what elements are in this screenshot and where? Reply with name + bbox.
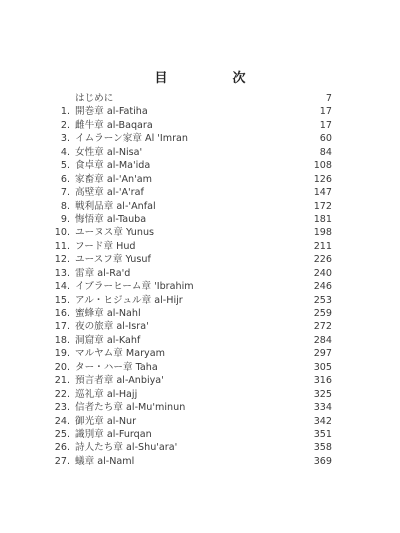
toc-entry-label: 蜜蜂章 al-Nahl [75, 308, 141, 319]
toc-entry [48, 253, 332, 266]
toc-entry-label: 雌牛章 al-Baqara [75, 119, 153, 131]
toc-entry [48, 320, 332, 333]
toc-entry-page: 246 [313, 281, 332, 293]
page-title: 目 次 [154, 71, 272, 86]
toc-entry-number: 20. [54, 361, 70, 373]
toc-entry-page: 334 [313, 402, 332, 414]
toc-entry [48, 119, 332, 132]
toc-entry [48, 455, 332, 468]
toc-entry [48, 374, 332, 387]
toc-entry [48, 132, 332, 145]
toc-entry [48, 280, 332, 293]
toc-entry-number: 9. [60, 213, 70, 225]
toc-entry-label: 預言者章 al-Anbiya' [75, 375, 164, 387]
toc-entry [48, 200, 332, 213]
toc-entry-number: 16. [54, 308, 70, 319]
toc-entry-page: 226 [313, 254, 332, 266]
toc-entry-page: 60 [319, 133, 332, 145]
toc-entry-page: 126 [313, 173, 332, 185]
toc-entry-page: 17 [319, 106, 332, 118]
toc-entry-page: 172 [313, 200, 332, 212]
toc-entry-label: 高壁章 al-'A'raf [75, 187, 144, 199]
toc-entry-page: 259 [313, 308, 332, 319]
toc-entry-label: 巡礼章 al-Hajj [75, 388, 138, 400]
toc-entry-label: イムラーン家章 Al 'Imran [75, 133, 189, 145]
toc-entry [48, 428, 332, 441]
toc-entry-label: 蟻章 al-Naml [75, 455, 135, 467]
toc-entry-page: 342 [313, 415, 332, 427]
toc-entry-number: 24. [54, 415, 70, 427]
toc-entry [48, 159, 332, 172]
toc-entry-number: 1. [60, 106, 70, 118]
toc-entry-page: 351 [313, 428, 332, 440]
toc-entry-page: 147 [313, 187, 332, 199]
toc-entry [48, 441, 332, 454]
toc-entry-label: 信者たち章 al-Mu'minun [75, 402, 186, 414]
toc-entry-label: 開巻章 al-Fatiha [75, 106, 148, 118]
toc-entry-number: 26. [54, 442, 70, 454]
toc-entry-label: 詩人たち章 al-Shu'ara' [75, 442, 178, 454]
toc-entry [48, 294, 332, 307]
toc-entry [48, 401, 332, 414]
toc-entry [48, 240, 332, 253]
toc-entry-number: 22. [54, 388, 70, 400]
toc-entry-number: 10. [54, 227, 70, 239]
toc-entry-label: 悔悟章 al-Tauba [75, 213, 147, 225]
toc-entry-label: 洞窟章 al-Kahf [75, 334, 141, 346]
toc-entry [48, 334, 332, 347]
toc-entry-number: 8. [60, 200, 70, 212]
toc-entry [48, 226, 332, 239]
toc-entry-label: アル・ヒジュル章 al-Hijr [75, 294, 183, 306]
table-of-contents [48, 92, 332, 468]
toc-entry-page: 369 [313, 455, 332, 467]
toc-entry-label: ユーヌス章 Yunus [75, 227, 155, 239]
toc-entry-label: ター・ハー章 Taha [75, 361, 158, 373]
toc-entry-number: 14. [54, 281, 70, 293]
toc-entry [48, 267, 332, 280]
toc-entry-page: 316 [313, 375, 332, 387]
toc-entry-label: ユースフ章 Yusuf [75, 254, 151, 266]
toc-entry-number: 5. [60, 160, 70, 172]
toc-entry-label: 女性章 al-Nisa' [75, 146, 143, 158]
toc-entry [48, 105, 332, 118]
toc-entry [48, 213, 332, 226]
toc-entry-label: 夜の旅章 al-Isra' [75, 321, 149, 333]
toc-entry-number: 17. [54, 321, 70, 333]
toc-entry-label: イブラーヒーム章 'Ibrahim [75, 281, 194, 293]
toc-entry-label: フード章 Hud [75, 240, 136, 252]
toc-entry-number: 27. [54, 455, 70, 467]
toc-entry-page: 181 [313, 213, 332, 225]
toc-entry-page: 284 [313, 334, 332, 346]
toc-entry-number: 21. [54, 375, 70, 387]
toc-entry [48, 307, 332, 320]
toc-entry-page: 272 [313, 321, 332, 333]
toc-entry-label: 御光章 al-Nur [75, 415, 137, 427]
toc-entry-page: 108 [313, 160, 332, 172]
toc-entry-page: 7 [325, 93, 332, 104]
toc-entry-number: 11. [54, 240, 70, 252]
toc-entry-label: はじめに [75, 93, 114, 104]
toc-entry-page: 325 [313, 388, 332, 400]
toc-entry-number: 3. [60, 133, 70, 145]
toc-entry-page: 84 [319, 146, 332, 158]
toc-entry-page: 358 [313, 442, 332, 454]
toc-entry-page: 240 [313, 267, 332, 279]
toc-entry-page: 198 [313, 227, 332, 239]
toc-entry-number: 12. [54, 254, 70, 266]
toc-entry [48, 415, 332, 428]
toc-entry-number: 6. [60, 173, 70, 185]
toc-entry-label: 家畜章 al-'An'am [75, 173, 152, 185]
toc-entry-label: 食卓章 al-Ma'ida [75, 160, 151, 172]
toc-entry-number: 4. [60, 146, 70, 158]
toc-entry-number: 7. [60, 187, 70, 199]
toc-entry-label: 識別章 al-Furqan [75, 428, 152, 440]
toc-entry-page: 305 [313, 361, 332, 373]
toc-entry [48, 388, 332, 401]
toc-entry [48, 146, 332, 159]
toc-entry-number: 2. [60, 119, 70, 131]
toc-entry-number: 13. [54, 267, 70, 279]
toc-entry [48, 92, 332, 105]
toc-entry [48, 173, 332, 186]
toc-entry-label: 戦利品章 al-'Anfal [75, 200, 156, 212]
toc-entry-number: 25. [54, 428, 70, 440]
toc-entry-number: 18. [54, 334, 70, 346]
toc-entry-number: 19. [54, 348, 70, 360]
toc-entry [48, 347, 332, 360]
toc-entry-number: 15. [54, 294, 70, 306]
toc-entry-number: 23. [54, 402, 70, 414]
toc-entry-label: 雷章 al-Ra'd [75, 267, 131, 279]
toc-entry [48, 186, 332, 199]
toc-entry [48, 361, 332, 374]
toc-entry-page: 297 [313, 348, 332, 360]
toc-entry-label: マルヤム章 Maryam [75, 348, 165, 360]
toc-entry-page: 253 [313, 294, 332, 306]
toc-entry-page: 211 [313, 240, 332, 252]
toc-entry-page: 17 [319, 119, 332, 131]
